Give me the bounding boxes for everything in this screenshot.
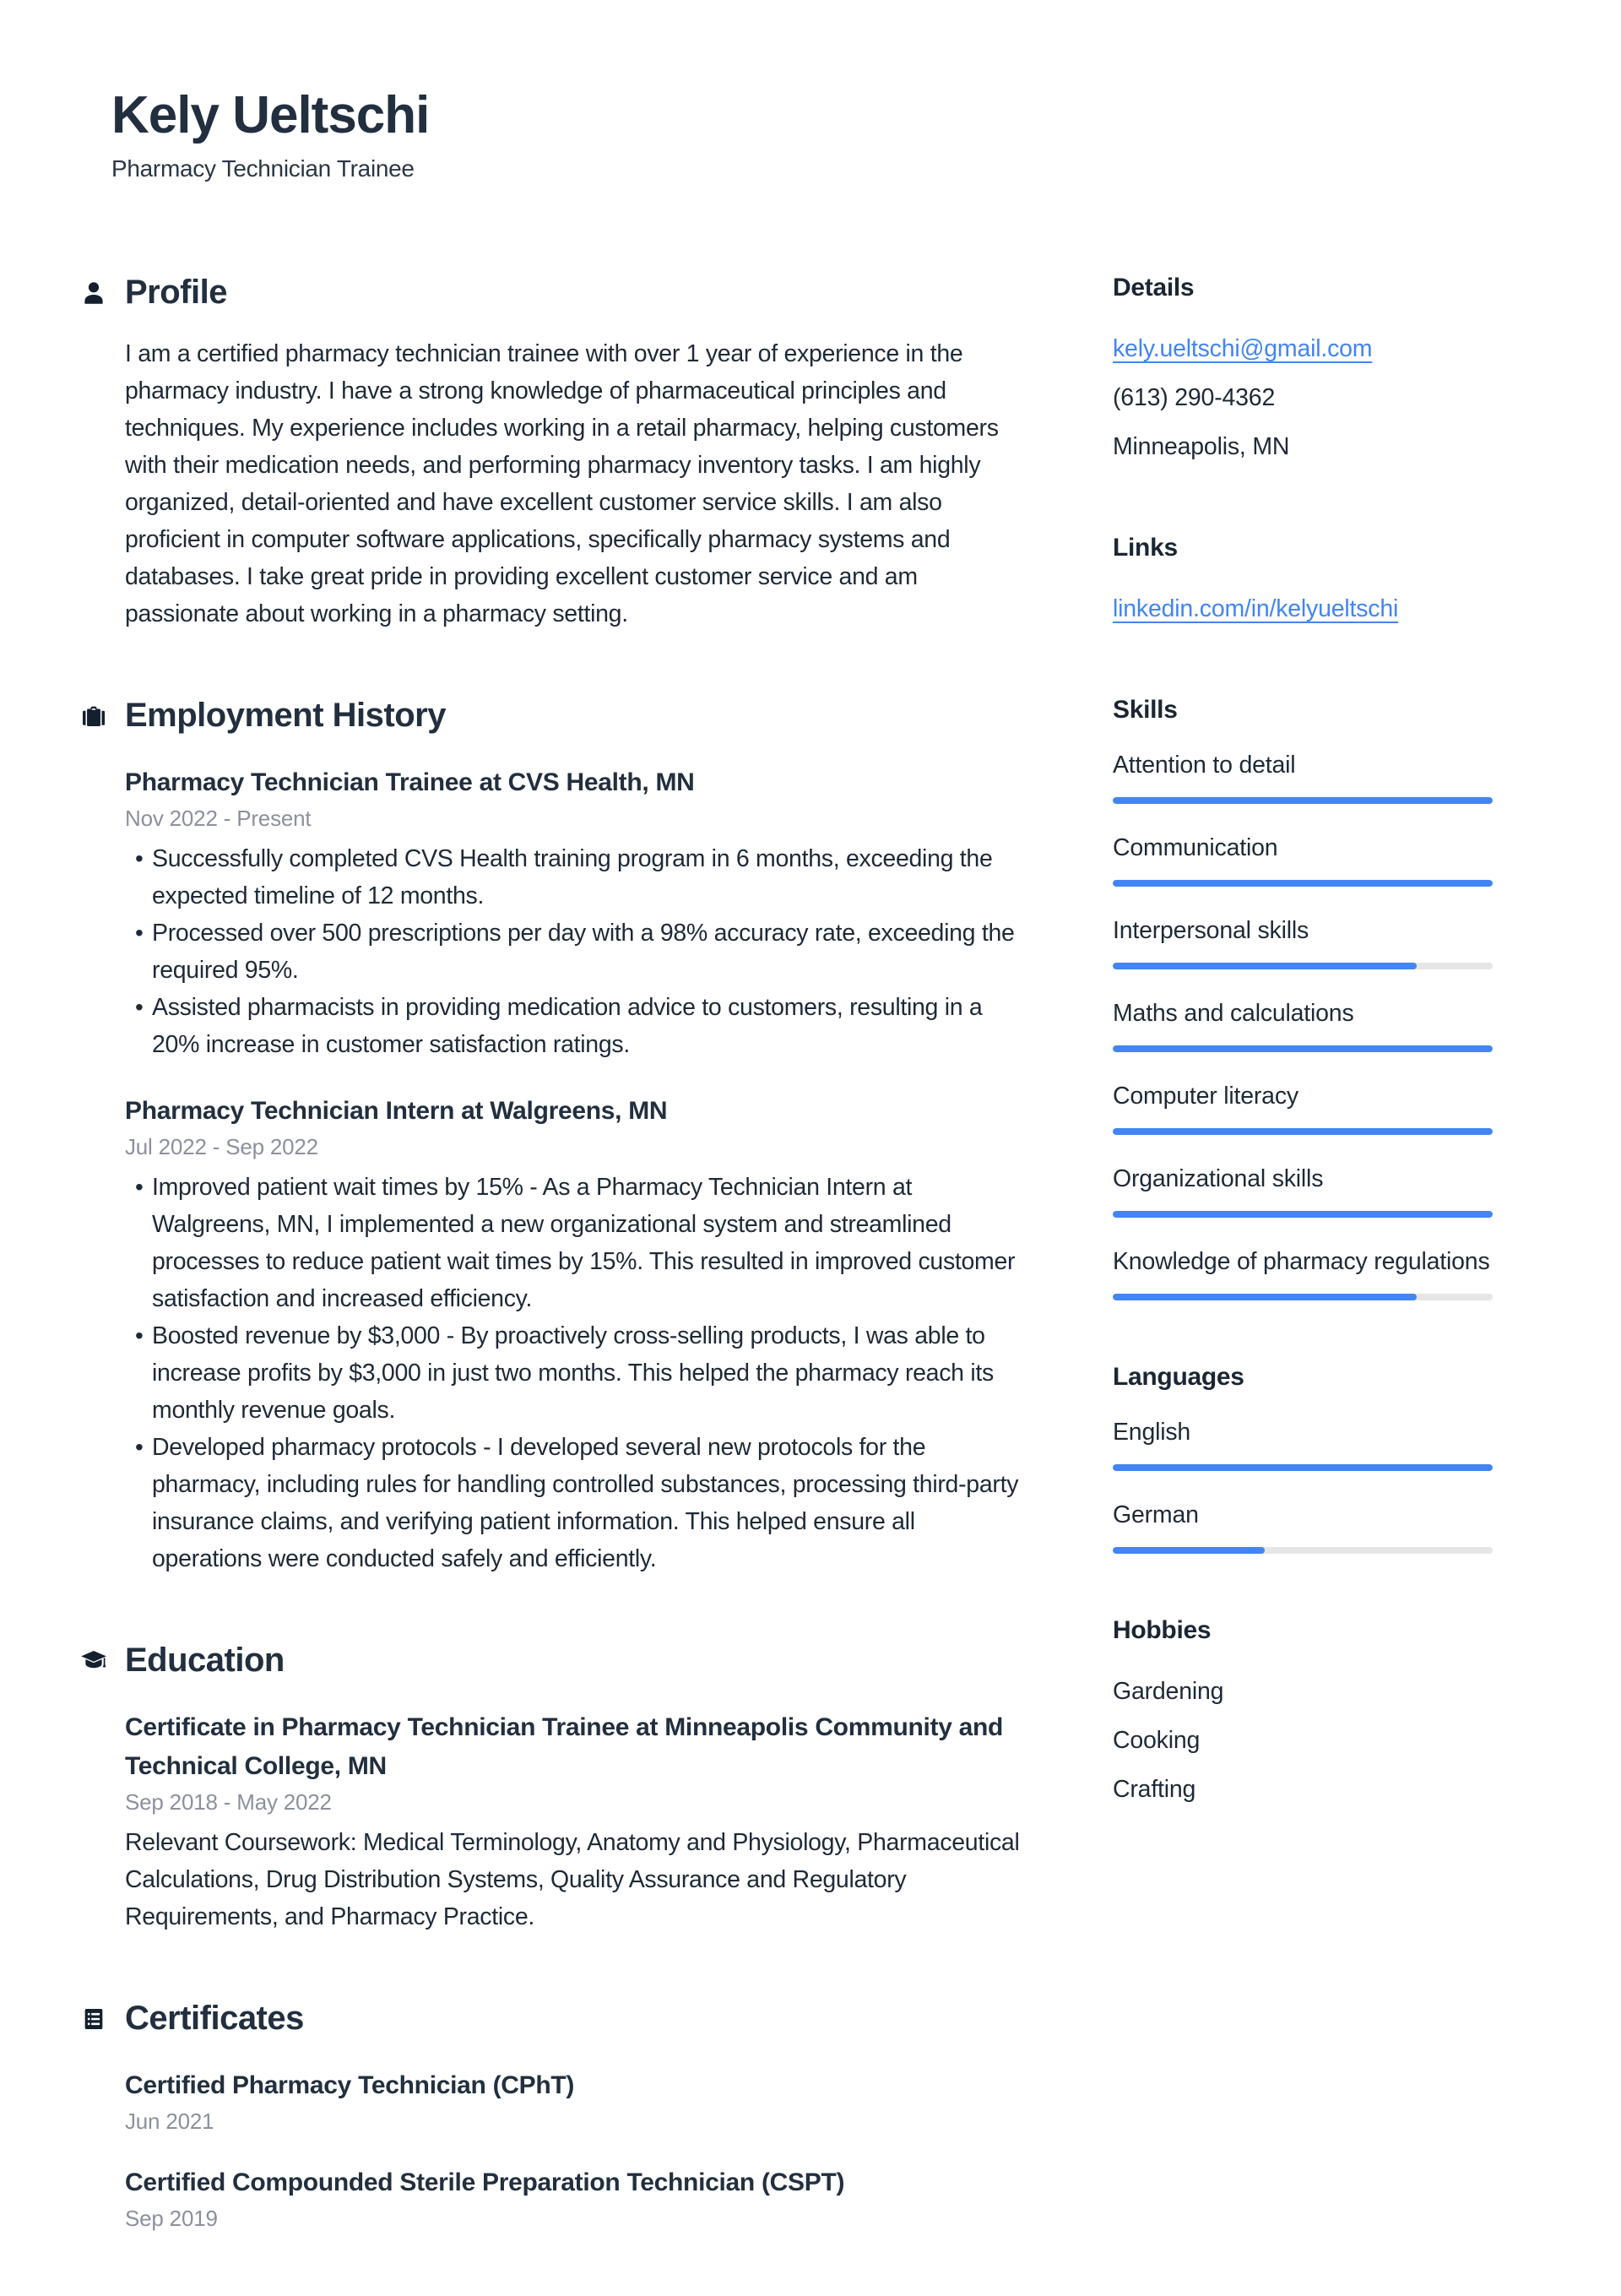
language-item (1113, 1414, 1494, 1471)
person-icon (79, 279, 108, 307)
hobbies-heading: Hobbies (1113, 1616, 1212, 1644)
profile-heading: Profile (125, 274, 227, 311)
skill-bar (1113, 880, 1493, 887)
language-bar (1113, 1464, 1493, 1471)
languages-block (1113, 1363, 1494, 1554)
job-bullet: • Assisted pharmacists in providing medication advice to customers, resulting in a 20% increase in customer satisfaction ratings. (125, 989, 1022, 1063)
header (111, 84, 1494, 182)
job-bullet: • Successfully completed CVS Health training program in 6 months, exceeding the expected timeline of 12 months. (125, 840, 1022, 915)
education-entry (125, 1708, 1022, 1935)
certificate-date: Jun 2021 (125, 2109, 214, 2134)
job-entry (125, 1092, 1022, 1577)
certificate-title: Certified Pharmacy Technician (CPhT) (125, 2071, 575, 2099)
graduation-cap-icon (79, 1647, 108, 1675)
job-bullet-list (125, 840, 1022, 1063)
skill-item (1113, 995, 1494, 1052)
skill-item (1113, 1243, 1494, 1300)
linkedin-link[interactable]: linkedin.com/in/kelyueltschi (1113, 595, 1399, 622)
education-dates: Sep 2018 - May 2022 (125, 1789, 332, 1815)
employment-section-header (79, 697, 1022, 735)
profile-section-header (79, 274, 1022, 312)
education-section-header (79, 1642, 1022, 1680)
education-coursework: Relevant Coursework: Medical Terminology, Anatomy and Physiology, Pharmaceutical Calculations, Drug Distribution Systems, Quality Assurance and Regulatory Requirements, and Pharmacy Practice. (125, 1829, 1020, 1930)
skills-heading: Skills (1113, 696, 1178, 724)
location: Minneapolis, MN (1113, 433, 1290, 460)
skill-label: Interpersonal skills (1113, 917, 1309, 944)
skill-item (1113, 746, 1494, 804)
skill-bar (1113, 1045, 1493, 1052)
hobby-item: Cooking (1113, 1727, 1201, 1754)
language-label: German (1113, 1501, 1199, 1528)
education-title: Certificate in Pharmacy Technician Trainee at Minneapolis Community and Technical College, MN (125, 1713, 1004, 1780)
certificates-heading: Certificates (125, 2000, 304, 2037)
job-bullet: • Processed over 500 prescriptions per day with a 98% accuracy rate, exceeding the required 95%. (125, 915, 1022, 989)
skill-item (1113, 829, 1494, 887)
links-block (1113, 534, 1494, 633)
skill-bar (1113, 963, 1493, 969)
language-bar (1113, 1547, 1493, 1554)
certificates-section (125, 2000, 1022, 2232)
main-column (125, 274, 1022, 2296)
profile-text: I am a certified pharmacy technician trainee with over 1 year of experience in the pharmacy industry. I have a strong knowledge of pharmaceutical principles and techniques. My experience includes working in a retail pharmacy, helping customers with their medication needs, and performing pharmacy inventory tasks. I am highly organized, detail-oriented and have excellent customer service skills. I am also proficient in computer software applications, specifically pharmacy systems and databases. I take great pride in providing excellent customer service and am passionate about working in a pharmacy setting. (125, 340, 999, 627)
hobby-item: Crafting (1113, 1776, 1196, 1803)
skill-label: Computer literacy (1113, 1083, 1298, 1110)
candidate-job-title: Pharmacy Technician Trainee (111, 155, 415, 182)
links-heading: Links (1113, 534, 1178, 562)
details-block (1113, 274, 1494, 471)
language-item (1113, 1496, 1494, 1554)
skill-label: Organizational skills (1113, 1165, 1324, 1192)
skill-label: Knowledge of pharmacy regulations (1113, 1248, 1490, 1275)
list-badge-icon (79, 2005, 108, 2033)
skill-bar (1113, 1128, 1493, 1135)
employment-section (125, 697, 1022, 1577)
briefcase-icon (79, 702, 108, 730)
skill-label: Attention to detail (1113, 752, 1296, 779)
skill-label: Maths and calculations (1113, 1000, 1354, 1027)
skill-item (1113, 1160, 1494, 1218)
hobbies-block (1113, 1616, 1494, 1814)
certificate-title: Certified Compounded Sterile Preparation Technician (CSPT) (125, 2168, 845, 2196)
job-title: Pharmacy Technician Trainee at CVS Health, MN (125, 768, 695, 796)
certificates-section-header (79, 2000, 1022, 2038)
sidebar (1113, 274, 1494, 2296)
candidate-name: Kely Ueltschi (111, 86, 430, 144)
hobby-item: Gardening (1113, 1678, 1224, 1705)
employment-heading: Employment History (125, 697, 446, 734)
phone-number: (613) 290-4362 (1113, 384, 1276, 411)
skill-label: Communication (1113, 834, 1278, 861)
details-heading: Details (1113, 274, 1195, 301)
email-link[interactable]: kely.ueltschi@gmail.com (1113, 335, 1373, 362)
certificate-entry (125, 2066, 1022, 2135)
education-section (125, 1642, 1022, 1935)
education-heading: Education (125, 1642, 285, 1679)
job-dates: Nov 2022 - Present (125, 806, 312, 831)
certificate-date: Sep 2019 (125, 2206, 218, 2231)
skill-bar (1113, 1294, 1493, 1300)
skills-block (1113, 696, 1494, 1300)
skill-item (1113, 912, 1494, 969)
languages-heading: Languages (1113, 1363, 1244, 1391)
job-entry (125, 763, 1022, 1063)
skill-item (1113, 1077, 1494, 1135)
certificate-entry (125, 2163, 1022, 2232)
profile-section (125, 274, 1022, 632)
skill-bar (1113, 797, 1493, 804)
job-bullet: • Developed pharmacy protocols - I developed several new protocols for the pharmacy, including rules for handling controlled substances, processing third-party insurance claims, and verifying patient information. This helped ensure all operations were conducted safely and efficiently. (125, 1429, 1022, 1577)
language-label: English (1113, 1419, 1191, 1446)
job-bullet: • Improved patient wait times by 15% - As a Pharmacy Technician Intern at Walgreens, MN, I implemented a new organizational system and streamlined processes to reduce patient wait times by 15%. This resulted in improved customer satisfaction and increased efficiency. (125, 1169, 1022, 1317)
skill-bar (1113, 1211, 1493, 1218)
job-dates: Jul 2022 - Sep 2022 (125, 1134, 318, 1159)
job-bullet-list (125, 1169, 1022, 1577)
job-bullet: • Boosted revenue by $3,000 - By proactively cross-selling products, I was able to increase profits by $3,000 in just two months. This helped the pharmacy reach its monthly revenue goals. (125, 1317, 1022, 1429)
job-title: Pharmacy Technician Intern at Walgreens, MN (125, 1097, 668, 1125)
